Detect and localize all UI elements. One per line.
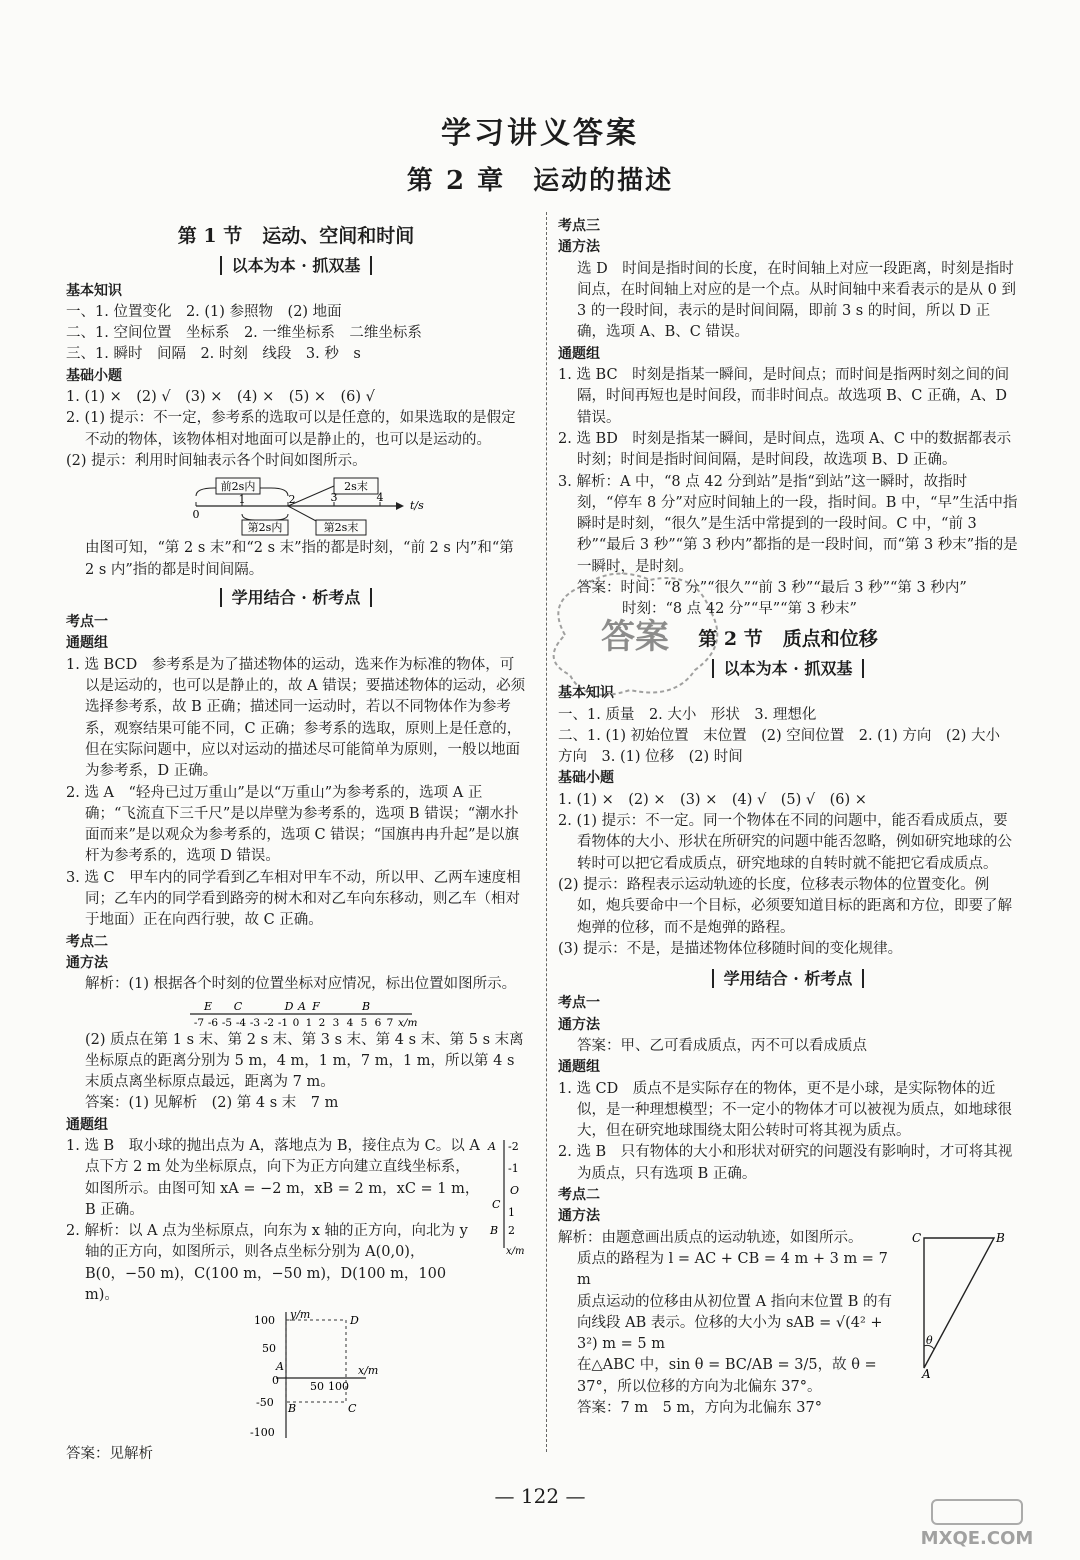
tick-label: 1 [305,1016,313,1028]
answer-item: 1. 选 B 取小球的抛出点为 A，落地点为 B，接住点为 C。以 A 点下方 2 m 处为坐标原点，向下为正方向建立直线坐标系，如图所示。由图可知 xA = −2 m，xB = 2 m，xC = 1 m，B 正确。 [66,1137,480,1218]
vertex-label: A [922,1366,931,1378]
heading-basic-questions: 基础小题 [558,770,614,787]
tick-label: 7 [386,1016,394,1028]
tick-label: 3 [330,491,338,505]
tick-label: -4 [235,1016,247,1028]
label-first-2s: 前2s内 [220,480,256,494]
y-tick: -100 [250,1426,275,1440]
point-label: B [361,999,371,1013]
vertex-label: C [912,1230,922,1245]
basic-line: 三、1. 瞬时 间隔 2. 时刻 线段 3. 秒 s [66,346,361,363]
answer-line: 时刻：“8 点 42 分”“早”“第 3 秒末” [622,601,857,618]
tick-label: -7 [193,1016,205,1028]
band-basis-label: 以本为本 · 抓双基 [220,256,373,275]
point-label: D [284,999,294,1013]
basic-line: 一、1. 位置变化 2. (1) 参照物 (2) 地面 [66,303,342,320]
small-question: 2. (1) 提示：不一定。同一个物体在不同的问题中，能否看成质点，要看物体的大小、形状在所研究的问题中能否忽略，例如研究地球的公转时可以把它看成质点，研究地球的自转时就不能把它看成质点。 [558,813,1012,872]
tick-label: -1 [277,1016,289,1028]
triangle-abc [924,1238,994,1368]
y-tick: -50 [256,1396,274,1410]
heading-method: 通方法 [558,1016,600,1033]
analysis-text: 解析：由题意画出质点的运动轨迹，如图所示。 [558,1229,863,1246]
heading-method: 通方法 [558,239,600,256]
band-combine [66,587,526,608]
section1-name: 运动、空间和时间 [262,225,415,247]
item-with-axis [66,1136,526,1256]
small-question: 1. (1) × (2) × (3) × (4) √ (5) √ (6) × [558,791,867,808]
heading-question-group: 通题组 [558,1059,600,1076]
answer-line: 答案：(1) 见解析 (2) 第 4 s 末 7 m [85,1095,339,1112]
heading-point-1: 考点一 [66,614,108,631]
section2-name: 质点和位移 [782,627,878,650]
heading-question-group: 通题组 [558,345,600,362]
vertical-axis-figure [484,1136,526,1256]
label-second-2s: 第2s内 [247,521,283,535]
heading-method: 通方法 [66,954,108,971]
analysis-text: 在△ABC 中，sin θ = BC/AB = 3/5，故 θ = 37°，所以位移的方向为北偏东 37°。 [577,1357,877,1395]
answer-item: 1. 选 CD 质点不是实际存在的物体，更不是小球，是实际物体的近似，是一种理想模型；不一定小的物体才可以被视为质点，如地球很大，但在研究地球围绕太阳公转时可将其视为质点。 [558,1080,1012,1140]
axis-unit: t/s [410,499,424,513]
tick-label: 2 [288,493,296,507]
x-tick: 50 [310,1380,324,1394]
left-column [66,220,526,1466]
heading-point-3: 考点三 [558,218,600,234]
small-question: (3) 提示：不是，是描述物体位移随时间的变化规律。 [558,940,903,957]
tick-label: 2 [508,1223,515,1237]
stamp-text: 答案 [601,617,669,657]
tick-label: O [510,1183,520,1197]
band-basis-label: 以本为本 · 抓双基 [712,659,865,678]
stamp-seal [535,560,735,710]
band-combine-label: 学用结合 · 析考点 [712,969,865,988]
answer-item: 2. 解析：以 A 点为坐标原点，向东为 x 轴的正方向，向北为 y 轴的正方向，如图所示，则各点坐标分别为 A(0,0)，B(0，−50 m)，C(100 m，−50 m)，D(100 m，100 m)。 [66,1223,468,1304]
heading-question-group: 通题组 [66,635,108,652]
triangle-figure [908,1228,1018,1378]
tick-label: -5 [221,1016,233,1028]
small-question: (2) 提示：利用时间轴表示各个时间如图所示。 [66,452,367,469]
tick-label: -1 [508,1161,519,1175]
heading-point-2: 考点二 [558,1187,600,1204]
point-label: C [348,1402,357,1416]
tick-label: 6 [374,1016,382,1028]
answer-line: 答案：甲、乙可看成质点，丙不可以看成质点 [577,1037,867,1054]
tick-label: -3 [249,1016,261,1028]
heading-basic-questions: 基础小题 [66,367,122,384]
section1-heading [66,226,526,247]
point-label: C [233,999,243,1013]
answer-item: 3. 解析：A 中，“8 点 42 分到站”是指“到站”这一瞬时，故指时刻，“停车 8 分”对应时间轴上的一段，指时间。B 中，“早”生活中指瞬时是时刻，“很久”是生活中常提到的一段时间。C 中，“前 3 秒”“最后 3 秒”“第 3 秒内”都指的是一段时间，而“第 3 秒末”指的是一瞬时，是时刻。 [558,473,1018,575]
label-end-of-2nd-s: 第2s末 [323,521,359,535]
answer-item: 1. 选 BCD 参考系是为了描述物体的运动，选来作为标准的物体，可以是运动的，也可以是静止的，故 A 错误；要描述物体的运动，必须选择参考系，故 B 正确；描述同一运动时，若以不同物体作为参考系，观察结果可能不同，C 正确；参考系的选取，原则上是任意的，但在实际问题中，应以对运动的描述尽可能简单为原则，一般以地面为参考系，D 正确。 [66,656,526,780]
point-label: A [488,1139,496,1153]
point-label: B [490,1223,499,1237]
basic-line: 方向 3. (1) 位移 (2) 时间 [558,749,743,766]
answer-item: 2. 选 B 只有物体的大小和形状对研究的问题没有影响时，才可将其视为质点，只有选项 B 正确。 [558,1144,1013,1182]
answer-item: 2. 选 BD 时刻是指某一瞬间，是时间点，选项 A、C 中的数据都表示时刻；时间是指时间间隔，是时间段，故选项 B、D 正确。 [558,430,1012,469]
watermark-text: MXQE.COM [920,1528,1034,1549]
column-divider [546,212,547,1452]
band-combine-label: 学用结合 · 析考点 [220,588,373,607]
heading-basic-knowledge: 基本知识 [558,685,614,702]
tick-label: 0 [292,1016,300,1028]
chapter-heading [0,160,1080,197]
heading-point-1: 考点一 [558,995,600,1012]
time-axis-arrow [396,502,404,510]
analysis-text: 解析：(1) 根据各个时刻的位置坐标对应情况，标出位置如图所示。 [85,976,517,993]
point-label: F [312,999,320,1013]
tick-label: 2 [318,1016,326,1028]
analysis-text: (2) 质点在第 1 s 末、第 2 s 末、第 3 s 末、第 4 s 末、第 5 s 末离坐标原点的距离分别为 5 m，4 m，1 m，7 m，1 m，所以第 4 s 末质点离坐标原点最远，距离为 7 m。 [85,1031,524,1091]
triangle-block [558,1228,1018,1398]
y-axis-label: y/m [290,1308,311,1322]
right-column [558,216,1018,1419]
section1-number: 第 1 节 [177,225,243,247]
answer-line: 答案：时间：“8 分”“很久”“前 3 秒”“最后 3 秒”“第 3 秒内” [577,580,967,597]
answer-line: 答案：7 m 5 m，方向为北偏东 37° [577,1400,822,1417]
y-tick: 0 [272,1374,279,1388]
point-label: A [298,999,306,1013]
y-tick: 50 [262,1342,276,1356]
answer-item: 3. 选 C 甲车内的同学看到乙车相对甲车不动，所以甲、乙两车速度相同；乙车内的同学看到路旁的树木和对乙车向东移动，则乙车（相对于地面）正在向西行驶，故 C 正确。 [66,869,521,929]
page-number: — 122 — [494,1484,586,1508]
heading-basic-knowledge: 基本知识 [66,282,122,299]
axis-unit: x/m [506,1245,525,1256]
number-line-figure [66,998,526,1028]
tick-label: 4 [376,491,384,505]
page-number-value: 122 [520,1484,560,1508]
point-label: B [288,1402,297,1416]
section2-number: 第 2 节 [698,627,763,650]
method-text: 选 D 时间是指时间的长度，在时间轴上对应一段距离，时刻是指时间点，在时间轴上对应的是一个点。从时间轴中来看表示的是从 0 到 3 的一段时间，表示的是时间间隔，即前 3 s 的时间，所以 D 正确，选项 A、B、C 错误。 [577,260,1016,341]
timeline-figure [66,474,526,536]
heading-question-group: 通题组 [66,1116,108,1133]
vertex-label: B [996,1230,1005,1245]
tick-label: 0 [192,508,200,522]
chapter-name: 运动的描述 [533,166,674,196]
answer-line: 答案：见解析 [66,1446,153,1463]
small-question: (2) 提示：路程表示运动轨迹的长度，位移表示物体的位置变化。例如，炮兵要命中一个目标，必须要知道目标的距离和方位，即要了解炮弹的位移，而不是炮弹的路程。 [558,876,1012,936]
analysis-text: 质点运动的位移由从初位置 A 指向末位置 B 的有向线段 AB 表示。位移的大小为 sAB = √(4² + 3²) m = 5 m [577,1293,893,1353]
basic-line: 二、1. (1) 初始位置 末位置 (2) 空间位置 2. (1) 方向 (2) 大小 [558,727,1000,744]
timeline-conclusion: 由图可知，“第 2 s 末”和“2 s 末”指的都是时刻，“前 2 s 内”和“第 2 s 内”指的都是时间间隔。 [85,540,514,578]
answer-item: 2. 选 A “轻舟已过万重山”是以“万重山”为参考系的，选项 A 正确；“飞流直下三千尺”是以岸壁为参考系的，选项 B 错误；“潮水扑面而来”是以观众为参考系的，选项 C 错误；“国旗冉冉升起”是以旗杆为参考系的，选项 D 错误。 [66,784,520,865]
answer-item: 1. 选 BC 时刻是指某一瞬间，是时间点；而时间是指两时刻之间的间隔，时间再短也是时间段，而非时间点。故选项 B、C 正确，A、D 错误。 [558,367,1010,426]
analysis-text: 质点的路程为 l = AC + CB = 4 m + 3 m = 7 m [577,1250,888,1289]
basic-line: 一、1. 质量 2. 大小 形状 3. 理想化 [558,706,817,723]
band-combine-2 [558,968,1018,989]
y-tick: 100 [254,1314,275,1328]
page-title: 学习讲义答案 [441,116,639,151]
tick-label: 1 [508,1205,515,1219]
x-axis-label: x/m [358,1364,379,1378]
point-label: C [492,1197,501,1211]
tick-label: -6 [207,1016,219,1028]
tick-label: 4 [346,1016,354,1028]
watermark-logo [882,1498,1072,1554]
tick-label: 1 [238,493,246,507]
point-label: D [350,1314,359,1328]
small-question: 1. (1) × (2) √ (3) × (4) × (5) × (6) √ [66,389,375,406]
basic-line: 二、1. 空间位置 坐标系 2. 一维坐标系 二维坐标系 [66,325,422,342]
chapter-number: 第 2 章 [406,166,506,196]
point-label: A [276,1360,284,1374]
point-label: E [203,999,213,1013]
axis-unit: x/m [398,1016,418,1028]
tick-label: -2 [263,1016,275,1028]
coordinate-grid-figure [66,1308,526,1442]
tick-label: 5 [360,1016,368,1028]
angle-label: θ [926,1333,933,1347]
heading-method: 通方法 [558,1208,600,1225]
x-tick: 100 [328,1380,349,1394]
band-basis [66,255,526,276]
heading-point-2: 考点二 [66,933,108,950]
tick-label: -2 [508,1139,519,1153]
label-2s-end: 2s末 [344,480,368,494]
tick-label: 3 [332,1016,340,1028]
small-question: 2. (1) 提示：不一定，参考系的选取可以是任意的，如果选取的是假定不动的物体，该物体相对地面可以是静止的，也可以是运动的。 [66,410,516,448]
